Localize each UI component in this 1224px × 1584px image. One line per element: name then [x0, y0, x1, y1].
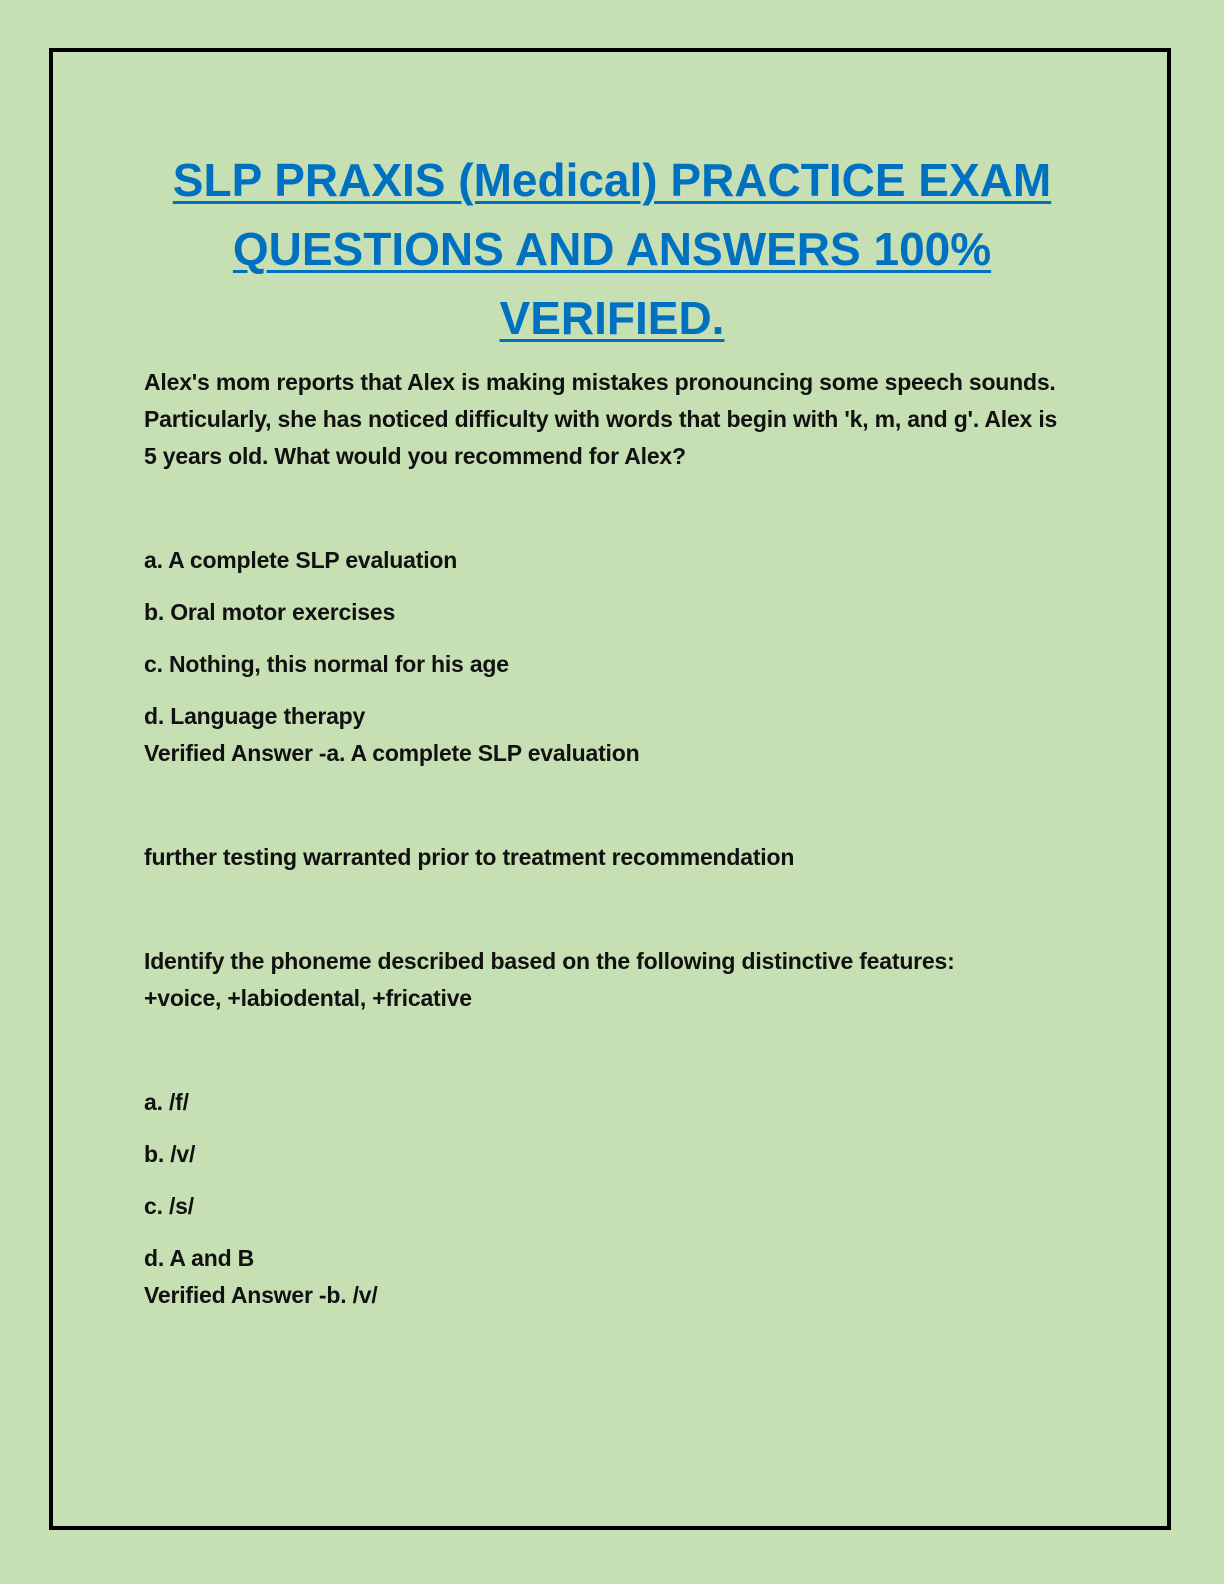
question-2-answer: Verified Answer -b. /v/: [144, 1282, 378, 1308]
document-title: [140, 146, 1084, 353]
question-1-option-b: b. Oral motor exercises: [144, 599, 396, 625]
title-line-1: SLP PRAXIS (Medical) PRACTICE EXAM: [172, 154, 1052, 206]
question-2-text-line-1: Identify the phoneme described based on the following distinctive features:: [144, 948, 955, 974]
title-line-3: VERIFIED.: [499, 292, 725, 344]
question-2-option-d: d. A and B: [144, 1245, 255, 1271]
question-2-option-b: b. /v/: [144, 1141, 196, 1167]
document-body: [144, 364, 1064, 1314]
question-2-text-line-2: +voice, +labiodental, +fricative: [144, 985, 472, 1011]
title-line-2: QUESTIONS AND ANSWERS 100%: [232, 223, 992, 275]
question-1-option-c: c. Nothing, this normal for his age: [144, 651, 509, 677]
question-1-answer: Verified Answer -a. A complete SLP evaluation: [144, 740, 640, 766]
question-2-option-a: a. /f/: [144, 1089, 189, 1115]
question-1-rationale: further testing warranted prior to treatment recommendation: [144, 844, 795, 870]
question-1-text: Alex's mom reports that Alex is making mistakes pronouncing some speech sounds. Particularly, she has noticed difficulty with words that begin with 'k, m, and g'. Alex is 5 years old. What would you recommend for Alex?: [144, 369, 1058, 469]
question-1-option-d: d. Language therapy: [144, 703, 366, 729]
question-2-option-c: c. /s/: [144, 1193, 194, 1219]
question-1-option-a: a. A complete SLP evaluation: [144, 547, 458, 573]
